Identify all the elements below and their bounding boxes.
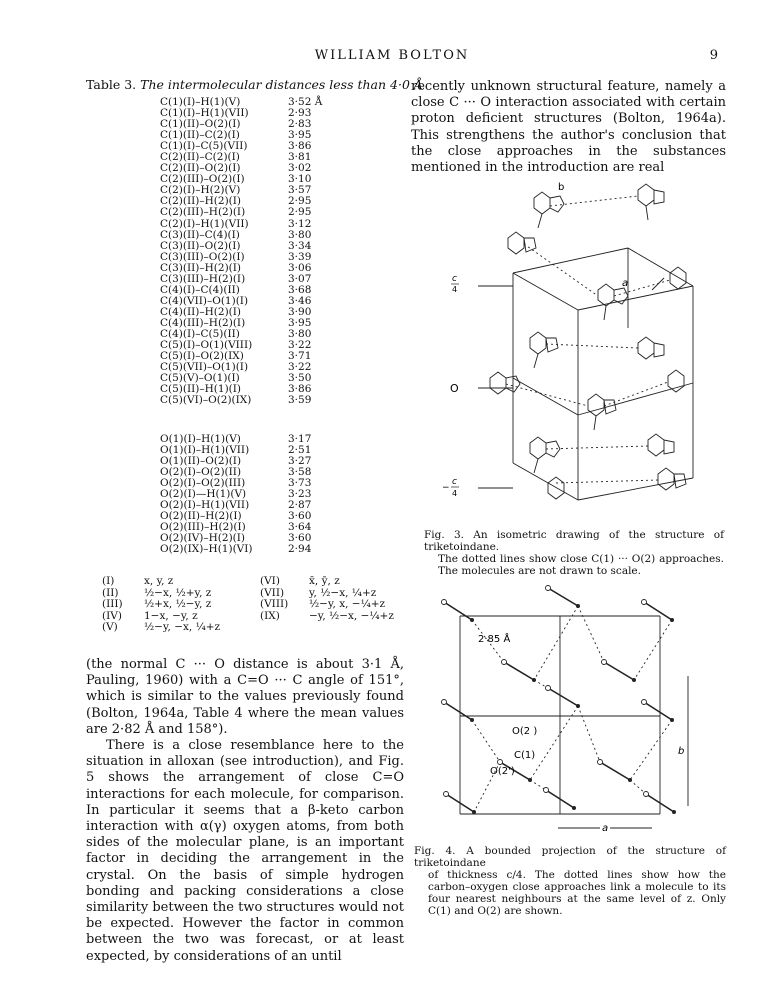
atom-pair-label: O(1)(II)–O(2)(I) (160, 455, 242, 468)
carbon-atom (670, 618, 674, 622)
atom-pair-label: O(2)(II)–H(2)(I) (160, 510, 242, 523)
fig4-label-c1: C(1) (514, 750, 536, 761)
distance-value: 3·07 (288, 272, 312, 285)
distance-row (160, 544, 460, 555)
distance-value: 3·60 (288, 510, 312, 523)
atom-pair-label: O(2)(I)–O(2)(III) (160, 477, 246, 490)
fig3-label-c4-den: 4 (452, 285, 458, 294)
page-number: 9 (709, 48, 718, 63)
paragraph: There is a close resemblance here to the situation in alloxan (see introduction), and Fig. 5 shows the arrangement of close C=O interactions for each molecule, for comparison. In particular it seems that a β-keto carbon interaction with α(γ) oxygen atoms, from both sides of the molecular plane, is an important factor in deciding the arrangement in the crystal. On the basis of simple hydrogen bonding and packing considerations a close similarity between the two structures would not be expected. However the factor in common between the two was forecast, or at least expected, by considerations of an until (86, 738, 404, 964)
oxygen-atom (546, 586, 551, 591)
atom-pair-label: C(5)(II)–H(1)(I) (160, 383, 242, 396)
co-approach (472, 720, 500, 762)
distance-value: 3·23 (288, 488, 312, 501)
symmetry-operation: ½−y, −x, ¼+z (144, 621, 221, 633)
atom-pair-label: C(2)(II)–O(2)(I) (160, 162, 241, 175)
distance-value: 3·81 (288, 151, 312, 164)
running-header (0, 48, 784, 66)
atom-pair-label: O(2)(I)—H(1)(V) (160, 488, 247, 501)
oxygen-atom (644, 792, 649, 797)
symmetry-code: (VI) (260, 575, 280, 587)
co-bond (444, 602, 472, 620)
fig4-label-o2: O(2 ) (512, 726, 538, 737)
atom-pair-label: O(2)(III)–H(2)(I) (160, 521, 246, 534)
co-bond (600, 762, 630, 780)
symmetry-code: (V) (102, 621, 118, 633)
symmetry-code: (VII) (260, 586, 285, 599)
distance-value: 3·34 (288, 239, 312, 252)
distance-value: 3·06 (288, 261, 312, 274)
atom-pair-label: O(2)(I)–H(1)(VII) (160, 499, 250, 512)
distance-value: 2·51 (288, 444, 312, 457)
distance-value: 3·12 (288, 217, 312, 230)
co-approach (534, 606, 578, 680)
oxygen-atom (598, 760, 603, 765)
atom-pair-label: C(3)(II)–C(4)(I) (160, 228, 240, 241)
oxygen-atom (602, 660, 607, 665)
distance-value: 3·02 (288, 162, 312, 175)
fig3-label-zero: O (450, 382, 459, 395)
molecule (668, 370, 684, 392)
fig3-label-negc4-num: c (452, 477, 457, 487)
atom-pair-label: C(4)(VII)–O(1)(I) (160, 294, 249, 307)
carbon-atom (470, 718, 474, 722)
fig3-label-negc4-den: 4 (452, 489, 458, 498)
co-bond (548, 688, 578, 706)
fig4-caption-first-line: Fig. 4. A bounded projection of the structure of triketoindane (414, 845, 726, 869)
fig3-label-negc4-sign: − (442, 483, 450, 493)
atom-pair-label: C(5)(VII)–O(1)(I) (160, 361, 249, 374)
carbon-atom (670, 718, 674, 722)
symmetry-code: (VIII) (260, 598, 289, 610)
distance-value: 3·86 (288, 383, 312, 396)
symmetry-operation: ½−x, ½+y, z (144, 586, 212, 599)
molecule (638, 184, 664, 220)
co-approach (530, 706, 578, 780)
co-approach (630, 720, 672, 780)
molecule (508, 232, 536, 254)
co-approach (634, 620, 672, 680)
running-title: WILLIAM BOLTON (314, 48, 470, 63)
oxygen-atom (544, 788, 549, 793)
distance-value: 3·80 (288, 228, 312, 241)
oxygen-atom (642, 600, 647, 605)
atom-pair-label: C(4)(II)–H(2)(I) (160, 305, 242, 318)
distance-value: 3·46 (288, 294, 312, 307)
carbon-atom (576, 604, 580, 608)
fig4-label-distance: 2·85 Å (478, 634, 511, 645)
distance-row (160, 207, 460, 218)
atom-pair-label: C(3)(III)–O(2)(I) (160, 250, 245, 263)
molecule (490, 372, 520, 394)
table3-caption-title: The intermolecular distances less than 4·0 Å (140, 77, 423, 92)
close-approaches (506, 196, 670, 483)
atom-pair-label: O(1)(I)–H(1)(V) (160, 433, 241, 445)
symmetry-operation: ½−y, x, −¼+z (309, 598, 386, 610)
cell-edge (578, 478, 693, 500)
symmetry-operations-table (102, 576, 412, 634)
distance-row (160, 241, 460, 252)
atom-pair-label: C(1)(II)–O(2)(I) (160, 118, 241, 131)
carbon-atom (672, 810, 676, 814)
fig3-label-b: b (558, 182, 565, 193)
oxygen-atom (642, 700, 647, 705)
left-body-text (86, 657, 404, 965)
symmetry-code: (I) (102, 575, 115, 587)
atom-pair-label: O(2)(IX)–H(1)(VI) (160, 543, 253, 556)
symmetry-code: (II) (102, 586, 119, 599)
atom-pair-label: C(1)(II)–C(2)(I) (160, 129, 240, 142)
symmetry-operation: 1−x, −y, z (144, 609, 198, 622)
atom-pair-label: C(2)(I)–H(1)(VII) (160, 217, 249, 230)
distance-value: 3·22 (288, 339, 312, 352)
co-bond (644, 702, 672, 720)
close-approach (604, 382, 668, 406)
distance-value: 3·50 (288, 372, 312, 385)
molecule (548, 477, 564, 499)
oxygen-atoms (442, 586, 649, 797)
co-approach (578, 706, 600, 762)
carbon-atom (528, 778, 532, 782)
oxygen-atom (444, 792, 449, 797)
distance-value: 3·10 (288, 173, 312, 186)
distance-value: 3·17 (288, 433, 312, 445)
carbon-atom (472, 810, 476, 814)
close-approach (524, 244, 598, 296)
molecule (638, 337, 664, 359)
symmetry-operation: −y, ½−x, −¼+z (309, 609, 394, 622)
atom-pair-label: C(1)(I)–C(5)(VII) (160, 140, 248, 153)
molecules (490, 184, 686, 499)
cell-edge (578, 286, 693, 310)
distance-value: 2·94 (288, 543, 312, 556)
atom-pair-label: C(5)(V)–O(1)(I) (160, 372, 240, 385)
carbon-atom (632, 678, 636, 682)
atom-pair-label: C(3)(III)–H(2)(I) (160, 272, 246, 285)
fig4-bounded-projection (438, 576, 723, 838)
co-bond (644, 602, 672, 620)
molecule (530, 332, 558, 368)
atom-pair-label: C(4)(III)–H(2)(I) (160, 316, 246, 329)
distance-value: 3·71 (288, 350, 312, 363)
symmetry-row (102, 576, 412, 588)
carbon-atom (470, 618, 474, 622)
co-bond (548, 588, 578, 606)
oxygen-atom (502, 660, 507, 665)
distance-value: 2·95 (288, 206, 312, 219)
carbon-atom (572, 806, 576, 810)
close-approach (546, 446, 648, 449)
molecule (658, 468, 686, 490)
co-bonds (444, 588, 674, 812)
co-approach (578, 606, 604, 662)
fig4-label-a: a (602, 823, 609, 834)
co-bond (604, 662, 634, 680)
distance-value: 3·59 (288, 394, 312, 407)
atom-pair-label: O(2)(I)–O(2)(II) (160, 466, 242, 479)
distance-value: 3·58 (288, 466, 312, 479)
co-approach (630, 780, 646, 794)
distance-value: 2·87 (288, 499, 312, 512)
cell-edge (513, 378, 578, 415)
oxygen-atom (498, 760, 503, 765)
fig3-caption (424, 529, 724, 577)
distance-value: 3·73 (288, 477, 312, 490)
atom-pair-label: C(4)(I)–C(4)(II) (160, 283, 240, 296)
oxygen-atom (546, 686, 551, 691)
distance-value: 3·86 (288, 140, 312, 153)
distance-value: 3·95 (288, 129, 312, 142)
symmetry-code: (IV) (102, 609, 122, 622)
carbon-atom (628, 778, 632, 782)
close-approach (506, 384, 588, 406)
atom-pair-label: C(2)(II)–C(2)(I) (160, 151, 240, 164)
fig3-label-a: a (622, 278, 629, 289)
fig4-caption (414, 845, 726, 917)
atom-pair-label: C(4)(I)–C(5)(II) (160, 327, 240, 340)
distance-value: 3·57 (288, 184, 312, 197)
atom-pair-label: O(1)(I)–H(1)(VII) (160, 444, 250, 457)
right-body-text: recently unknown structural feature, namely a close C ··· O interaction associated with certain proton deficient structures (Bolton, 1964a). This strengthens the author's conclusion that the close approaches in the substances mentioned in the introduction are real (411, 79, 726, 176)
distance-value: 3·68 (288, 283, 312, 296)
fig3-caption-rest: The dotted lines show close C(1) ··· O(2) approaches. The molecules are not drawn to scale. (438, 553, 724, 577)
molecule (534, 192, 564, 228)
close-approach (556, 480, 658, 483)
paragraph: (the normal C ··· O distance is about 3·1 Å, Pauling, 1960) with a C=O ··· C angle of 151°, which is similar to the values previously found (Bolton, 1964a, Table 4 where the mean values are 2·82 Å and 158°). (86, 657, 404, 737)
distance-value: 3·90 (288, 305, 312, 318)
carbon-atom (532, 678, 536, 682)
atom-pair-label: C(5)(I)–O(1)(VIII) (160, 339, 253, 352)
symmetry-code: (III) (102, 598, 123, 610)
symmetry-code: (IX) (260, 609, 280, 622)
atom-pair-label: C(2)(II)–H(2)(I) (160, 195, 242, 208)
symmetry-operation: x̄, ȳ, z (309, 575, 340, 587)
distance-row (160, 395, 460, 406)
atom-pair-label: C(3)(II)–H(2)(I) (160, 261, 242, 274)
distance-value: 3·95 (288, 316, 312, 329)
cell-edge (513, 463, 578, 500)
distance-value: 3·39 (288, 250, 312, 263)
atom-pair-label: C(2)(I)–H(2)(V) (160, 184, 241, 197)
molecule (588, 394, 616, 430)
molecule (598, 284, 628, 320)
symmetry-operation: ½+x, ½−y, z (144, 598, 212, 610)
close-approach (546, 344, 638, 348)
cell-edge (628, 248, 693, 286)
oxygen-atom (442, 700, 447, 705)
distance-value: 3·27 (288, 455, 312, 468)
symmetry-row (102, 622, 412, 634)
table3-caption-prefix: Table 3. (86, 77, 137, 92)
fig3-isometric-drawing (438, 178, 723, 523)
distance-value: 3·52 Å (288, 96, 323, 108)
distance-row (160, 219, 460, 230)
symmetry-operation: x, y, z (144, 575, 174, 587)
distance-value: 2·95 (288, 195, 312, 208)
atom-pair-label: O(2)(IV)–H(2)(I) (160, 532, 246, 545)
cell-edge (578, 383, 693, 415)
table3-oxygen-distances (160, 434, 460, 556)
distance-value: 3·80 (288, 327, 312, 340)
table3-caption (86, 77, 426, 92)
co-bond (444, 702, 472, 720)
molecule (648, 434, 674, 456)
distance-value: 2·93 (288, 107, 312, 120)
fig3-label-c4-num: c (452, 274, 457, 284)
atom-pair-label: C(2)(III)–O(2)(I) (160, 173, 245, 186)
carbon-atom (576, 704, 580, 708)
atom-pair-label: C(5)(I)–O(2)(IX) (160, 350, 244, 363)
co-bond (504, 662, 534, 680)
molecule (530, 437, 560, 473)
distance-value: 3·64 (288, 521, 312, 534)
fig4-caption-rest: of thickness c/4. The dotted lines show how the carbon–oxygen close approaches link a molecule to its four nearest neighbours at the same level of z. Only C(1) and O(2) are shown. (428, 869, 726, 917)
symmetry-operation: y, ½−x, ¼+z (309, 586, 377, 599)
atom-pair-label: C(1)(I)–H(1)(VII) (160, 107, 249, 120)
cell-edge (513, 248, 628, 273)
fig4-label-b: b (678, 746, 685, 757)
distance-value: 3·60 (288, 532, 312, 545)
atom-pair-label: C(3)(II)–O(2)(I) (160, 239, 241, 252)
oxygen-atom (442, 600, 447, 605)
atom-pair-label: C(2)(III)–H(2)(I) (160, 206, 246, 219)
symmetry-row (102, 599, 412, 611)
distance-value: 2·83 (288, 118, 312, 131)
atom-pair-label: C(1)(I)–H(1)(V) (160, 96, 241, 108)
fig4-label-o2-prime: O(2') (490, 766, 515, 777)
distance-row (160, 230, 460, 241)
distance-value: 3·22 (288, 361, 312, 374)
cell-edge (513, 273, 578, 310)
fig3-caption-first-line: Fig. 3. An isometric drawing of the structure of triketoindane. (424, 529, 724, 553)
atom-pair-label: C(5)(VI)–O(2)(IX) (160, 394, 252, 407)
